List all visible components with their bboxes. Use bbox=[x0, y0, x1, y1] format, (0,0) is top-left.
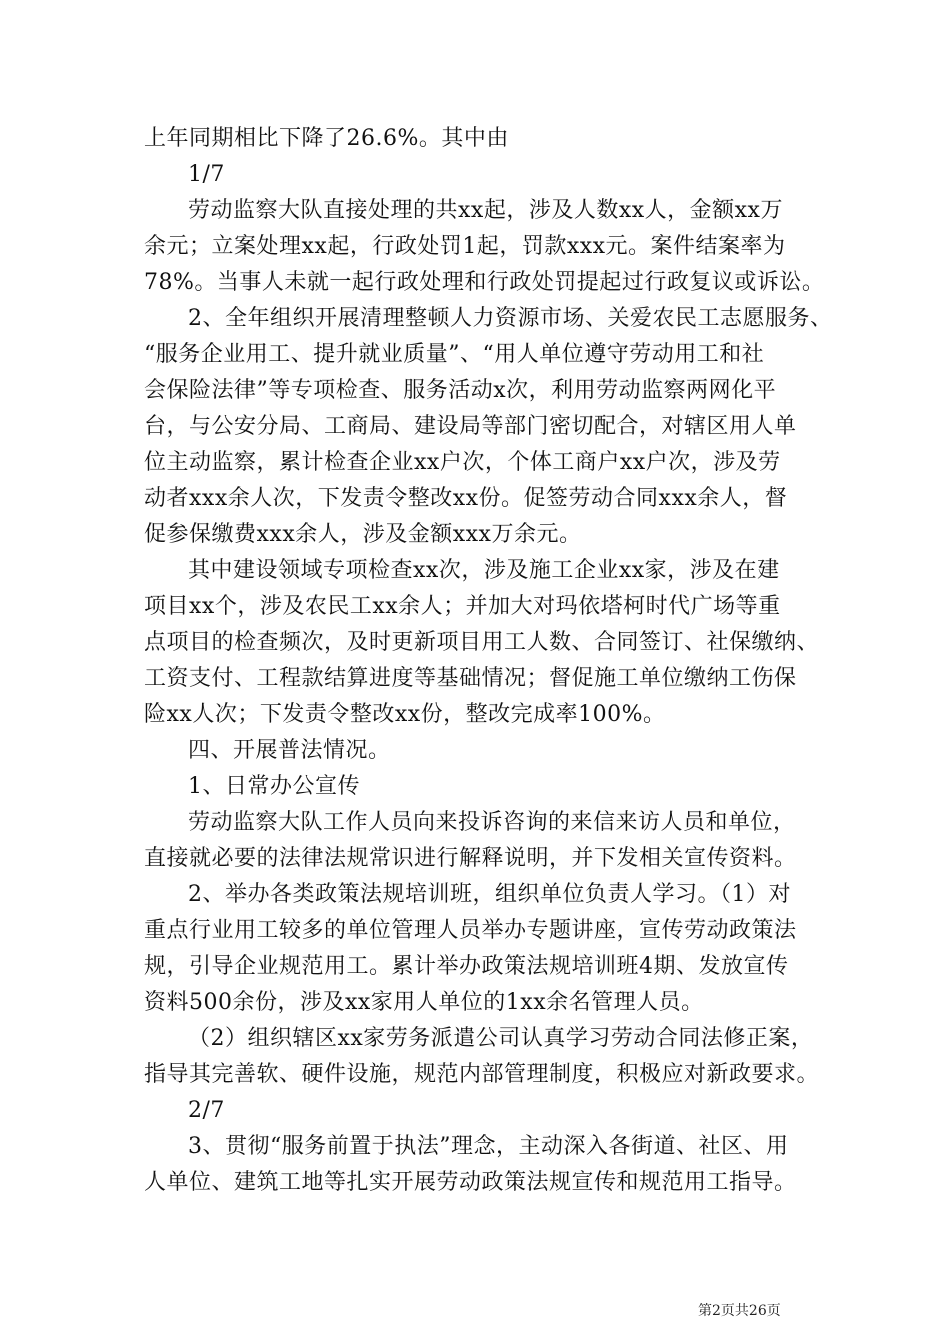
text-line: 险xx人次；下发责令整改xx份，整改完成率100%。 bbox=[144, 702, 666, 727]
text-line: 规，引导企业规范用工。累计举办政策法规培训班4期、发放宣传 bbox=[144, 954, 789, 979]
text-line: 上年同期相比下降了26.6%。其中由 bbox=[144, 126, 509, 151]
text-line: 工资支付、工程款结算进度等基础情况；督促施工单位缴纳工伤保 bbox=[144, 666, 797, 691]
text-line: 资料500余份，涉及xx家用人单位的1xx余名管理人员。 bbox=[144, 990, 704, 1015]
text-line: 位主动监察，累计检查企业xx户次，个体工商户xx户次，涉及劳 bbox=[144, 450, 781, 475]
text-line: 3、贯彻“服务前置于执法”理念，主动深入各街道、社区、用 bbox=[188, 1134, 789, 1159]
text-line: 2、举办各类政策法规培训班，组织单位负责人学习。（1）对 bbox=[188, 882, 791, 907]
text-line: 78%。当事人未就一起行政处理和行政处罚提起过行政复议或诉讼。 bbox=[144, 270, 825, 295]
page-footer: 第2页共26页 bbox=[698, 1303, 781, 1319]
text-line: （2）组织辖区xx家劳务派遣公司认真学习劳动合同法修正案， bbox=[188, 1026, 814, 1051]
page-marker: 2/7 bbox=[188, 1098, 225, 1123]
text-line: 其中建设领域专项检查xx次，涉及施工企业xx家，涉及在建 bbox=[188, 558, 780, 583]
text-line: 重点行业用工较多的单位管理人员举办专题讲座，宣传劳动政策法 bbox=[144, 918, 797, 943]
text-line: 劳动监察大队直接处理的共xx起，涉及人数xx人，金额xx万 bbox=[188, 198, 783, 223]
text-line: 人单位、建筑工地等扎实开展劳动政策法规宣传和规范用工指导。 bbox=[144, 1170, 797, 1195]
text-line: 指导其完善软、硬件设施，规范内部管理制度，积极应对新政要求。 bbox=[144, 1062, 820, 1087]
text-line: 余元；立案处理xx起，行政处罚1起，罚款xxx元。案件结案率为 bbox=[144, 234, 786, 259]
text-line: 2、全年组织开展清理整顿人力资源市场、关爱农民工志愿服务、 bbox=[188, 306, 833, 331]
page-marker: 1/7 bbox=[188, 162, 225, 187]
text-line: 台，与公安分局、工商局、建设局等部门密切配合，对辖区用人单 bbox=[144, 414, 797, 439]
text-line: “服务企业用工、提升就业质量”、“用人单位遵守劳动用工和社 bbox=[144, 342, 765, 367]
text-line: 项目xx个，涉及农民工xx余人；并加大对玛依塔柯时代广场等重 bbox=[144, 594, 781, 619]
text-line: 劳动监察大队工作人员向来投诉咨询的来信来访人员和单位， bbox=[188, 810, 796, 835]
text-line: 促参保缴费xxx余人，涉及金额xxx万余元。 bbox=[144, 522, 582, 547]
text-line: 点项目的检查频次，及时更新项目用工人数、合同签订、社保缴纳、 bbox=[144, 630, 820, 655]
section-heading: 四、开展普法情况。 bbox=[188, 738, 391, 763]
text-line: 会保险法律”等专项检查、服务活动x次，利用劳动监察两网化平 bbox=[144, 378, 777, 403]
subsection-heading: 1、日常办公宣传 bbox=[188, 774, 360, 799]
text-line: 动者xxx余人次，下发责令整改xx份。促签劳动合同xxx余人，督 bbox=[144, 486, 788, 511]
text-line: 直接就必要的法律法规常识进行解释说明，并下发相关宣传资料。 bbox=[144, 846, 797, 871]
